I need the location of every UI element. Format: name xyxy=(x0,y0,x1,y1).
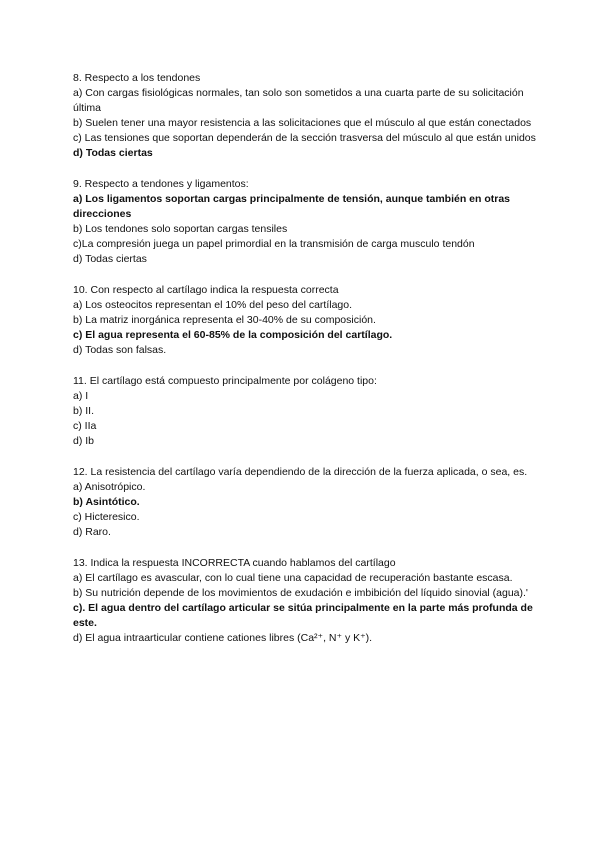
question-10 xyxy=(73,283,543,358)
question-title: 13. Indica la respuesta INCORRECTA cuando hablamos del cartílago xyxy=(73,557,396,569)
question-13 xyxy=(73,556,543,646)
question-8 xyxy=(73,71,543,161)
answer-option-a: a) Con cargas fisiológicas normales, tan solo son sometidos a una cuarta parte de su solicitación última xyxy=(73,87,524,114)
answer-option-a-correct: a) Los ligamentos soportan cargas principalmente de tensión, aunque también en otras direcciones xyxy=(73,193,511,220)
question-9 xyxy=(73,177,543,267)
question-title: 12. La resistencia del cartílago varía dependiendo de la dirección de la fuerza aplicada, o sea, es. xyxy=(73,466,528,478)
answer-option-a: a) Anisotrópico. xyxy=(73,481,146,493)
answer-option-b: b) Su nutrición depende de los movimientos de exudación e imbibición del líquido sinovial (agua).' xyxy=(73,587,528,599)
answer-option-a: a) El cartílago es avascular, con lo cual tiene una capacidad de recuperación bastante escasa. xyxy=(73,572,513,584)
answer-option-c: c) Las tensiones que soportan dependerán de la sección trasversa del músculo al que están unidos xyxy=(73,132,536,144)
question-title: 11. El cartílago está compuesto principalmente por colágeno tipo: xyxy=(73,375,377,387)
answer-option-d: d) Ib xyxy=(73,435,95,447)
question-list xyxy=(73,71,543,662)
question-title: 9. Respecto a tendones y ligamentos: xyxy=(73,178,249,190)
question-title: 10. Con respecto al cartílago indica la respuesta correcta xyxy=(73,284,339,296)
answer-option-d: d) Todas ciertas xyxy=(73,253,147,265)
answer-option-d-correct: d) Todas ciertas xyxy=(73,147,153,159)
answer-option-b: b) Suelen tener una mayor resistencia a las solicitaciones que el músculo al que están conectados xyxy=(73,117,532,129)
question-11 xyxy=(73,374,543,449)
answer-option-d: d) Raro. xyxy=(73,526,111,538)
answer-option-d: d) Todas son falsas. xyxy=(73,344,167,356)
answer-option-c: c)La compresión juega un papel primordial en la transmisión de carga musculo tendón xyxy=(73,238,475,250)
question-title: 8. Respecto a los tendones xyxy=(73,72,201,84)
answer-option-b: b) Los tendones solo soportan cargas tensiles xyxy=(73,223,288,235)
answer-option-c-correct: c). El agua dentro del cartílago articular se sitúa principalmente en la parte más profunda de este. xyxy=(73,602,533,629)
answer-option-b: b) II. xyxy=(73,405,95,417)
answer-option-a: a) I xyxy=(73,390,89,402)
answer-option-d: d) El agua intraarticular contiene cationes libres (Ca²⁺, N⁺ y K⁺). xyxy=(73,632,373,644)
answer-option-c-correct: c) El agua representa el 60-85% de la composición del cartílago. xyxy=(73,329,393,341)
answer-option-b: b) La matriz inorgánica representa el 30-40% de su composición. xyxy=(73,314,376,326)
answer-option-a: a) Los osteocitos representan el 10% del peso del cartílago. xyxy=(73,299,353,311)
answer-option-b-correct: b) Asintótico. xyxy=(73,496,140,508)
answer-option-c: c) Hicteresico. xyxy=(73,511,140,523)
answer-option-c: c) IIa xyxy=(73,420,97,432)
question-12 xyxy=(73,465,543,540)
